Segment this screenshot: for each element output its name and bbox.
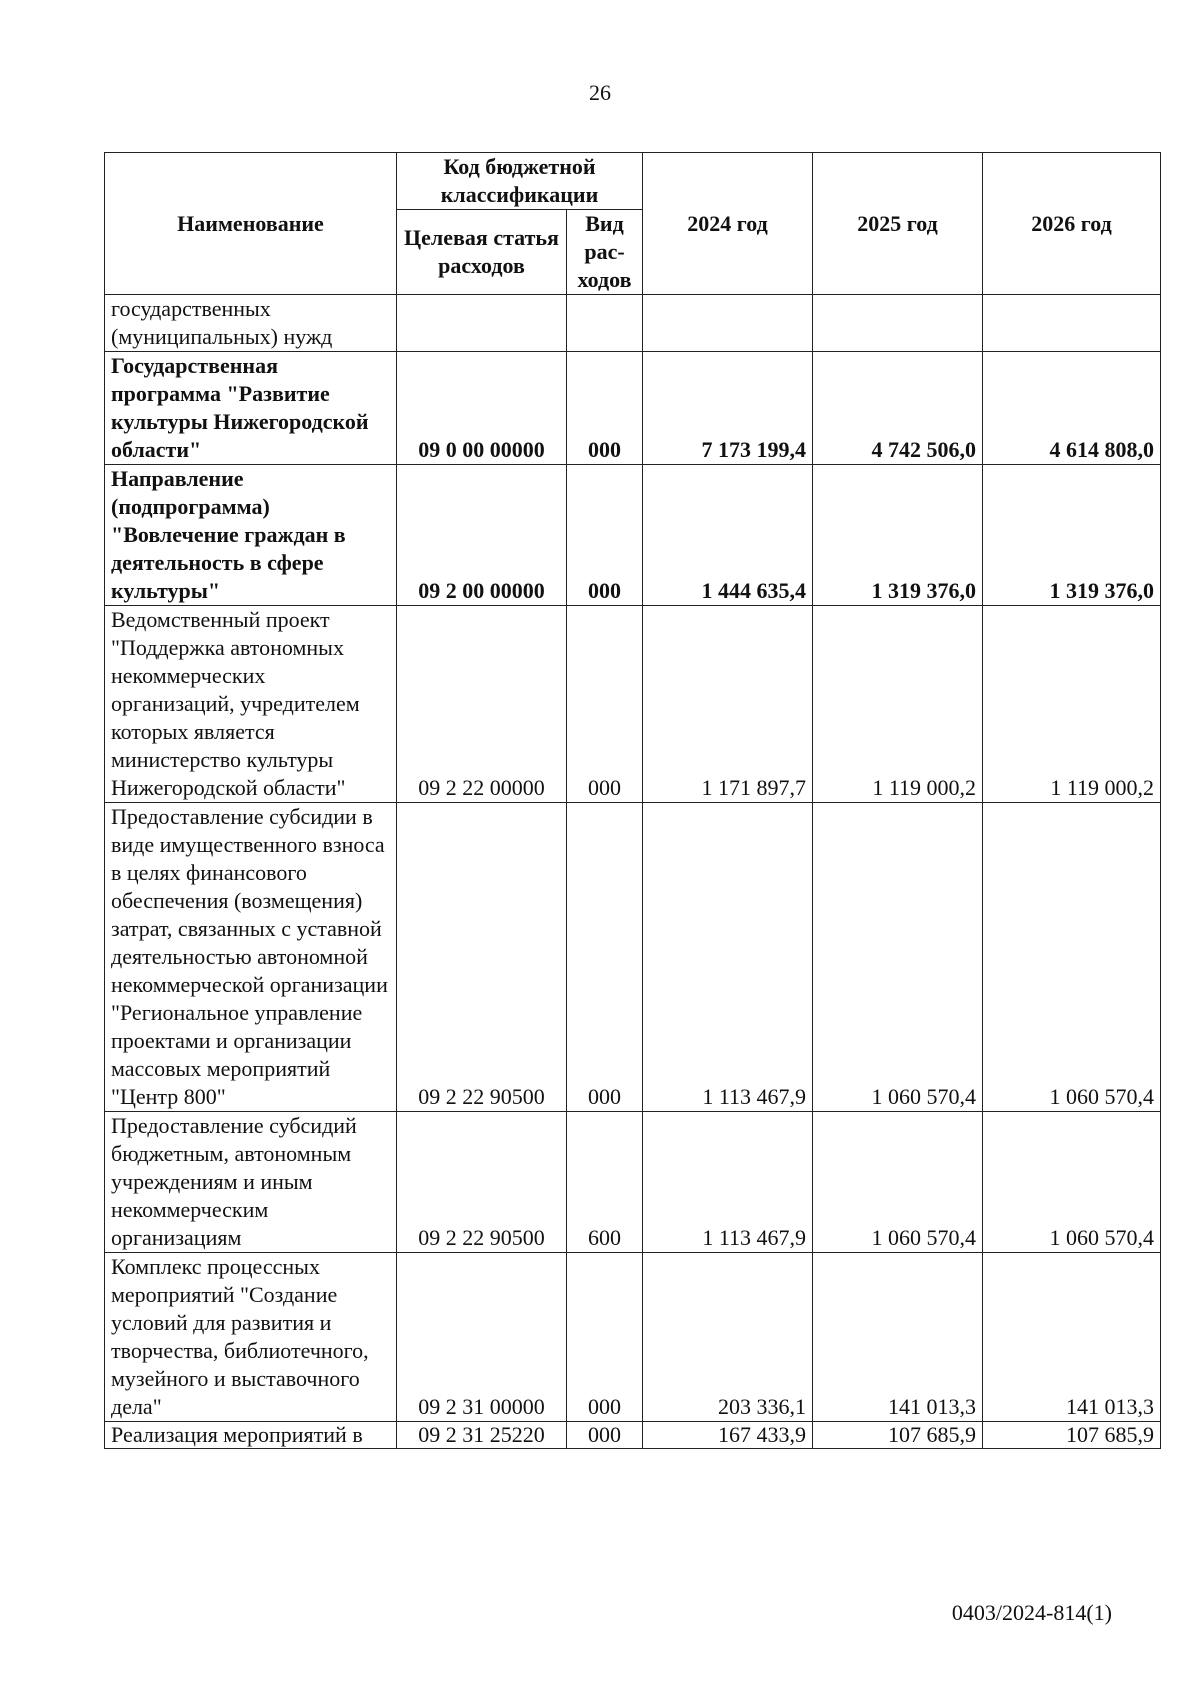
row-name: Ведомственный проект "Поддержка автономных некоммерческих организаций, учредителем которых является министерство культуры Нижегородской области" [105, 606, 397, 803]
row-name: Предоставление субсидий бюджетным, автономным учреждениям и иным некоммерческим организациям [105, 1112, 397, 1253]
document-number: 0403/2024-814(1) [951, 1600, 1112, 1625]
row-name: Реализация мероприятий в [105, 1422, 397, 1449]
row-2026 [983, 295, 1161, 352]
row-2026: 1 060 570,4 [983, 1112, 1161, 1253]
table-row [105, 465, 1161, 606]
row-2026: 1 119 000,2 [983, 606, 1161, 803]
row-type: 000 [567, 1422, 643, 1449]
row-2025: 1 319 376,0 [813, 465, 983, 606]
row-type: 000 [567, 1253, 643, 1422]
header-2024: 2024 год [643, 153, 813, 295]
row-name: Государственная программа "Развитие культуры Нижегородской области" [105, 352, 397, 465]
row-code: 09 2 22 90500 [397, 803, 567, 1112]
row-2026: 107 685,9 [983, 1422, 1161, 1449]
row-2024: 1 113 467,9 [643, 1112, 813, 1253]
row-type: 000 [567, 465, 643, 606]
row-type: 000 [567, 352, 643, 465]
row-2024: 167 433,9 [643, 1422, 813, 1449]
row-type: 600 [567, 1112, 643, 1253]
row-code: 09 2 00 00000 [397, 465, 567, 606]
row-2024: 7 173 199,4 [643, 352, 813, 465]
header-2025: 2025 год [813, 153, 983, 295]
budget-table [104, 152, 1161, 1449]
row-code: 09 2 31 25220 [397, 1422, 567, 1449]
page-number: 26 [589, 80, 611, 105]
table-row [105, 352, 1161, 465]
row-2025 [813, 295, 983, 352]
row-2026: 4 614 808,0 [983, 352, 1161, 465]
header-expense-type: Вид рас-ходов [567, 210, 643, 295]
row-type: 000 [567, 606, 643, 803]
row-code: 09 2 22 00000 [397, 606, 567, 803]
row-2026: 1 060 570,4 [983, 803, 1161, 1112]
row-type: 000 [567, 803, 643, 1112]
row-type [567, 295, 643, 352]
table-row [105, 803, 1161, 1112]
row-2025: 1 060 570,4 [813, 803, 983, 1112]
row-name: Предоставление субсидии в виде имущественного взноса в целях финансового обеспечения (возмещения) затрат, связанных с уставной деятельностью автономной некоммерческой организации "Региональное управление проектами и организации массовых мероприятий "Центр 800" [105, 803, 397, 1112]
header-target-article: Целевая статья расходов [397, 210, 567, 295]
row-name: Направление (подпрограмма) "Вовлечение граждан в деятельность в сфере культуры" [105, 465, 397, 606]
row-2024: 203 336,1 [643, 1253, 813, 1422]
table-row [105, 295, 1161, 352]
row-2024: 1 113 467,9 [643, 803, 813, 1112]
row-2026: 141 013,3 [983, 1253, 1161, 1422]
row-name: государственных (муниципальных) нужд [105, 295, 397, 352]
row-2025: 1 060 570,4 [813, 1112, 983, 1253]
table-row [105, 1422, 1161, 1449]
row-2025: 141 013,3 [813, 1253, 983, 1422]
table-row [105, 1112, 1161, 1253]
row-code: 09 2 31 00000 [397, 1253, 567, 1422]
row-2024: 1 444 635,4 [643, 465, 813, 606]
row-code [397, 295, 567, 352]
row-2024 [643, 295, 813, 352]
row-2024: 1 171 897,7 [643, 606, 813, 803]
row-2025: 107 685,9 [813, 1422, 983, 1449]
row-2026: 1 319 376,0 [983, 465, 1161, 606]
table-row [105, 1253, 1161, 1422]
table-header-row [105, 153, 1161, 210]
header-name: Наименование [105, 153, 397, 295]
header-2026: 2026 год [983, 153, 1161, 295]
row-2025: 1 119 000,2 [813, 606, 983, 803]
table-row [105, 606, 1161, 803]
row-code: 09 0 00 00000 [397, 352, 567, 465]
row-code: 09 2 22 90500 [397, 1112, 567, 1253]
header-code-group: Код бюджетной классификации [397, 153, 643, 210]
row-name: Комплекс процессных мероприятий "Создание условий для развития и творчества, библиотечного, музейного и выставочного дела" [105, 1253, 397, 1422]
row-2025: 4 742 506,0 [813, 352, 983, 465]
